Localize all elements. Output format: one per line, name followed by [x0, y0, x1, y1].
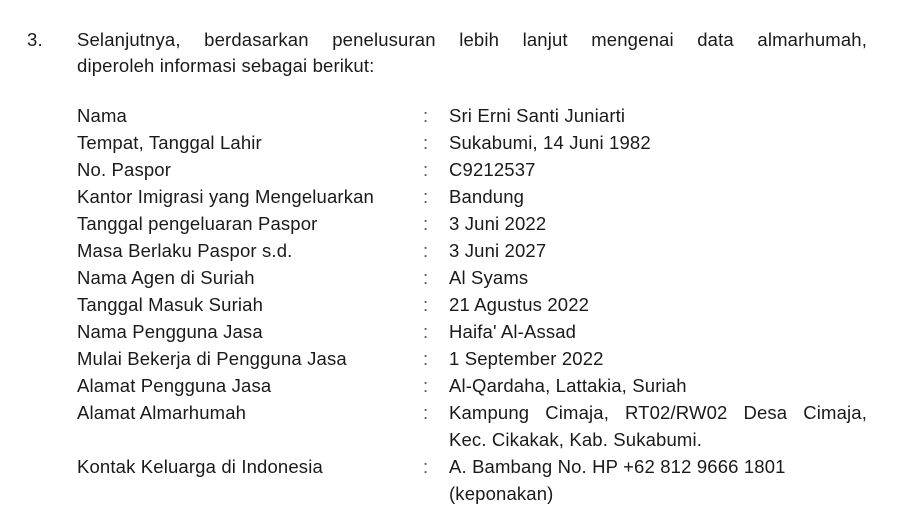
detail-value-line: Sri Erni Santi Juniarti [449, 105, 626, 126]
paragraph-number: 3. [27, 29, 43, 50]
detail-row-kontak-keluarga [77, 453, 877, 507]
detail-label: Nama Pengguna Jasa [77, 321, 263, 342]
detail-label: Alamat Almarhumah [77, 402, 247, 423]
detail-label: Alamat Pengguna Jasa [77, 375, 272, 396]
detail-separator: : [423, 456, 429, 477]
detail-label: Tanggal Masuk Suriah [77, 294, 264, 315]
detail-label: Kantor Imigrasi yang Mengeluarkan [77, 186, 374, 207]
intro-line-2: diperoleh informasi sebagai berikut: [77, 55, 375, 76]
detail-value-line: Kec. Cikakak, Kab. Sukabumi. [449, 429, 703, 450]
detail-value-line: Haifa' Al-Assad [449, 321, 577, 342]
detail-row-no-paspor [77, 156, 877, 183]
detail-value-line: 21 Agustus 2022 [449, 294, 590, 315]
detail-value-line: C9212537 [449, 159, 536, 180]
detail-separator: : [423, 240, 429, 261]
detail-label: Masa Berlaku Paspor s.d. [77, 240, 293, 261]
detail-value [449, 345, 877, 372]
detail-row-tempat-tanggal-lahir [77, 129, 877, 156]
intro-line-1: Selanjutnya, berdasarkan penelusuran lebih lanjut mengenai data almarhumah, [77, 29, 867, 50]
detail-value [449, 399, 877, 453]
detail-label: Nama Agen di Suriah [77, 267, 255, 288]
detail-row-mulai-bekerja [77, 345, 877, 372]
detail-value-line: 3 Juni 2027 [449, 240, 547, 261]
detail-value [449, 102, 877, 129]
paragraph-intro [77, 27, 867, 79]
detail-label: No. Paspor [77, 159, 172, 180]
detail-value [449, 183, 877, 210]
detail-value-line: (keponakan) [449, 483, 554, 504]
detail-separator: : [423, 267, 429, 288]
detail-row-alamat-pengguna-jasa [77, 372, 877, 399]
detail-separator: : [423, 213, 429, 234]
detail-value [449, 237, 877, 264]
detail-row-alamat-almarhumah [77, 399, 877, 453]
detail-separator: : [423, 105, 429, 126]
detail-separator: : [423, 186, 429, 207]
detail-row-masa-berlaku-paspor [77, 237, 877, 264]
detail-value [449, 129, 877, 156]
detail-value [449, 156, 877, 183]
detail-value-line: A. Bambang No. HP +62 812 9666 1801 [449, 456, 786, 477]
detail-value-line: 3 Juni 2022 [449, 213, 547, 234]
detail-value [449, 210, 877, 237]
detail-value [449, 264, 877, 291]
detail-row-kantor-imigrasi [77, 183, 877, 210]
detail-value-line: 1 September 2022 [449, 348, 604, 369]
detail-row-nama-agen [77, 264, 877, 291]
detail-label: Tanggal pengeluaran Paspor [77, 213, 318, 234]
detail-row-nama-pengguna-jasa [77, 318, 877, 345]
detail-separator: : [423, 132, 429, 153]
detail-separator: : [423, 294, 429, 315]
detail-row-tanggal-pengeluaran-paspor [77, 210, 877, 237]
detail-value-line: Sukabumi, 14 Juni 1982 [449, 132, 651, 153]
detail-row-nama [77, 102, 877, 129]
detail-value [449, 291, 877, 318]
detail-value-line: Kampung Cimaja, RT02/RW02 Desa Cimaja, [449, 402, 867, 423]
detail-label: Nama [77, 105, 127, 126]
details-list [77, 102, 877, 507]
detail-separator: : [423, 159, 429, 180]
detail-value [449, 453, 877, 507]
detail-value-line: Al-Qardaha, Lattakia, Suriah [449, 375, 687, 396]
detail-label: Mulai Bekerja di Pengguna Jasa [77, 348, 347, 369]
detail-separator: : [423, 348, 429, 369]
detail-value-line: Bandung [449, 186, 525, 207]
detail-separator: : [423, 402, 429, 423]
detail-label: Tempat, Tanggal Lahir [77, 132, 262, 153]
detail-separator: : [423, 375, 429, 396]
detail-separator: : [423, 321, 429, 342]
detail-row-tanggal-masuk-suriah [77, 291, 877, 318]
detail-value [449, 318, 877, 345]
detail-label: Kontak Keluarga di Indonesia [77, 456, 323, 477]
detail-value [449, 372, 877, 399]
detail-value-line: Al Syams [449, 267, 529, 288]
